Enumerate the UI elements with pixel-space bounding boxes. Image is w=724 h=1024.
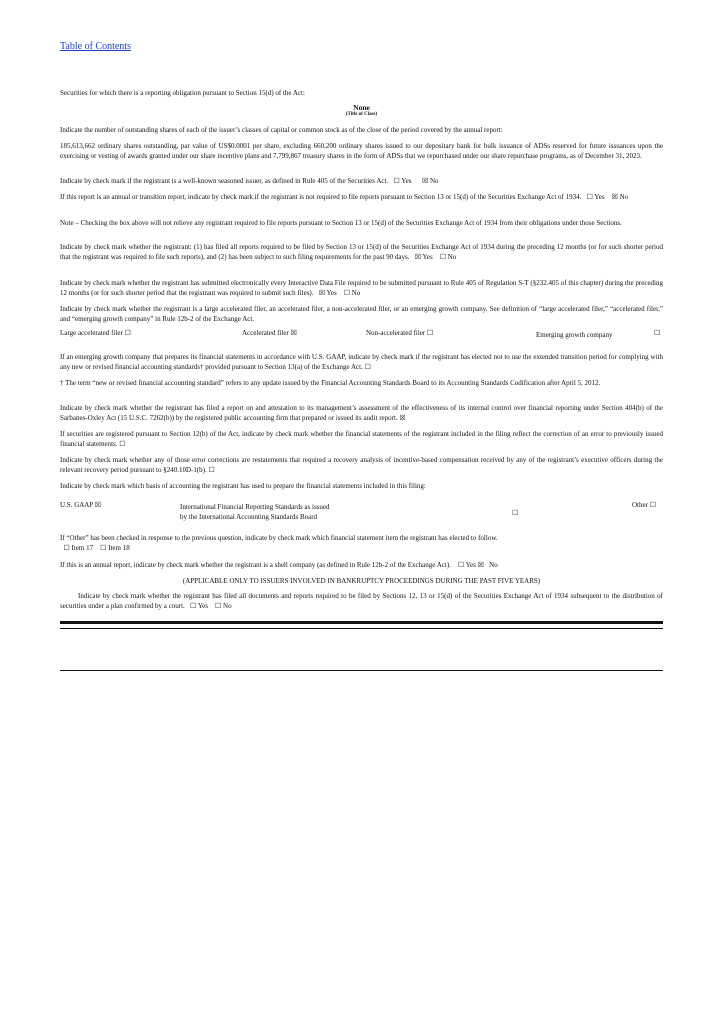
table-of-contents-link[interactable]: Table of Contents (60, 41, 131, 52)
section-13-question-text: If this report is an annual or transition report, indicate by check mark if the registrant is not required to file reports pursuant to Section 13 or 15(d) of the Securities Exchange Act of 1934. (60, 193, 582, 201)
bankruptcy-yes-checkbox[interactable]: ☐ Yes (190, 602, 208, 610)
item-17-checkbox[interactable]: ☐ Item 17 (63, 544, 94, 552)
section-divider-thick (60, 621, 663, 624)
section-12b-question: If securities are registered pursuant to Section 12(b) of the Act, indicate by check mark whether the financial statements of the registrant included in the filing reflect the correction of an error to previously issued financial statements. ☐ (60, 430, 663, 448)
filed-reports-question (60, 242, 663, 262)
shell-company-question (60, 560, 663, 570)
dagger-footnote: † The term “new or revised financial accounting standard” refers to any update issued by the Financial Accounting Standards Board to its Accounting Standards Codification after April 5, 2012. (60, 379, 601, 387)
filed-reports-yes-checkbox[interactable]: ☒ Yes (414, 253, 433, 261)
shell-company-no-label: No (489, 561, 498, 569)
other-basis-question (60, 533, 663, 553)
ifrs-label-line1: International Financial Reporting Standards as issued (180, 503, 330, 511)
other-basis-checkbox[interactable]: Other ☐ (632, 501, 656, 509)
bankruptcy-question-text: Indicate by check mark whether the registrant has filed all documents and reports required to be filed by Sections 12, 13 or 15(d) of the Securities Exchange Act of 1934 subsequent to the distribution of securities under a plan confirmed by a court. (60, 592, 663, 610)
page-footer-rule (60, 670, 663, 671)
restatement-question: Indicate by check mark whether any of those error corrections are restatements that required a recovery analysis of incentive-based compensation received by any of the registrant’s executive officers during the relevant recovery period pursuant to §240.10D-1(b). ☐ (60, 456, 663, 474)
section-13-yes-checkbox[interactable]: ☐ Yes (586, 193, 605, 201)
section-13-no-checkbox[interactable]: ☒ No (611, 193, 629, 201)
ifrs-checkbox[interactable]: ☐ (512, 509, 519, 517)
wkss-question-text: Indicate by check mark if the registrant is a well-known seasoned issuer, as defined in Rule 405 of the Securities Act. (60, 177, 389, 185)
interactive-data-yes-checkbox[interactable]: ☒ Yes (318, 289, 337, 297)
section-divider-thin (60, 628, 663, 629)
section-15d-value: None (353, 103, 370, 112)
egc-transition-question: If an emerging growth company that prepares its financial statements in accordance with U.S. GAAP, indicate by check mark if the registrant has elected not to use the extended transition period for complying with any new or revised financial accounting standards† provided pursuant to Section 13(a) of the Exchange Act. ☐ (60, 353, 663, 371)
wkss-no-checkbox[interactable]: ☒ No (421, 177, 439, 185)
outstanding-shares-answer: 185,613,662 ordinary shares outstanding, par value of US$0.0001 per share, excluding 660,200 ordinary shares issued to our depositary bank for bulk issuance of ADSs reserved for future issuances upon the exercising or vesting of awards granted under our share incentive plans and 7,799,867 treasury shares in the form of ADSs that we repurchased under our share repurchase programs, as of December 31, 2023. (60, 142, 663, 160)
interactive-data-question-text: Indicate by check mark whether the registrant has submitted electronically every Interactive Data File required to be submitted pursuant to Rule 405 of Regulation S-T (§232.405 of this chapter) during the preceding 12 months (or for such shorter period that the registrant was required to submit such files). (60, 279, 663, 297)
accounting-basis-options (60, 500, 663, 524)
bankruptcy-no-checkbox[interactable]: ☐ No (215, 602, 232, 610)
outstanding-shares-question: Indicate the number of outstanding shares of each of the issuer’s classes of capital or common stock as of the close of the period covered by the annual report: (60, 126, 503, 134)
non-accelerated-filer-checkbox[interactable]: Non-accelerated filer ☐ (366, 329, 434, 337)
section-13-question (60, 192, 663, 202)
other-basis-question-text: If “Other” has been checked in response to the previous question, indicate by check mark which financial statement item the registrant has elected to follow. (60, 534, 498, 542)
accounting-basis-question: Indicate by check mark which basis of accounting the registrant has used to prepare the financial statements included in this filing: (60, 482, 426, 490)
large-accelerated-filer-checkbox[interactable]: Large accelerated filer ☐ (60, 329, 131, 337)
note-paragraph: Note – Checking the box above will not relieve any registrant required to file reports pursuant to Section 13 or 15(d) of the Securities Exchange Act of 1934 from their obligations under those Sections. (60, 219, 622, 227)
shell-company-question-text: If this is an annual report, indicate by check mark whether the registrant is a shell company (as defined in Rule 12b-2 of the Exchange Act). (60, 561, 451, 569)
emerging-growth-company-label: Emerging growth company (536, 331, 613, 339)
shell-company-yes-checkbox[interactable]: ☐ Yes ☒ (457, 561, 484, 569)
section-15d-heading: Securities for which there is a reporting obligation pursuant to Section 15(d) of the Act: (60, 89, 305, 97)
interactive-data-no-checkbox[interactable]: ☐ No (343, 289, 361, 297)
emerging-growth-company-checkbox[interactable]: ☐ (654, 329, 661, 337)
wkss-yes-checkbox[interactable]: ☐ Yes (393, 177, 412, 185)
ifrs-label-line2: by the International Accounting Standards Board (180, 513, 318, 521)
section-15d-caption: (Title of Class) (345, 112, 378, 117)
filed-reports-question-text: Indicate by check mark whether the registrant: (1) has filed all reports required to be filed by Section 13 or 15(d) of the Securities Exchange Act of 1934 during the preceding 12 months (or for such shorter period that the registrant was required to file such reports), and (2) has been subject to such filing requirements for the past 90 days. (60, 243, 663, 261)
bankruptcy-question (60, 591, 663, 611)
bankruptcy-heading: (APPLICABLE ONLY TO ISSUERS INVOLVED IN BANKRUPTCY PROCEEDINGS DURING THE PAST FIVE YEARS) (182, 577, 541, 585)
interactive-data-question (60, 278, 663, 298)
sox-404b-question: Indicate by check mark whether the registrant has filed a report on and attestation to its management’s assessment of the effectiveness of its internal control over financial reporting under Section 404(b) of the Sarbanes-Oxley Act (15 U.S.C. 7262(b)) by the registered public accounting firm that prepared or issued its audit report. ☒ (60, 404, 663, 422)
us-gaap-checkbox[interactable]: U.S. GAAP ☒ (60, 501, 102, 509)
item-18-checkbox[interactable]: ☐ Item 18 (100, 544, 130, 552)
filer-status-question: Indicate by check mark whether the registrant is a large accelerated filer, an accelerated filer, a non-accelerated filer, or an emerging growth company. See definition of “large accelerated filer,” “accelerated filer,” and “emerging growth company” in Rule 12b-2 of the Exchange Act. (60, 305, 663, 323)
wkss-question (60, 176, 663, 186)
filed-reports-no-checkbox[interactable]: ☐ No (439, 253, 457, 261)
accelerated-filer-checkbox[interactable]: Accelerated filer ☒ (242, 329, 297, 337)
